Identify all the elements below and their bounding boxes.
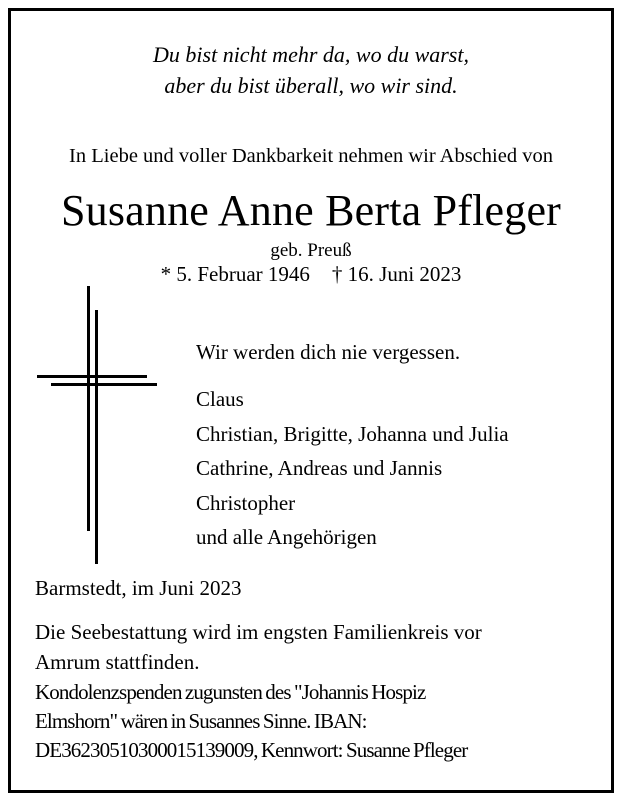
- quote-line-2: aber du bist überall, wo wir sind.: [164, 73, 458, 98]
- intro-text: In Liebe und voller Dankbarkeit nehmen wir Abschied von: [69, 145, 553, 167]
- deceased-name: Susanne Anne Berta Pfleger: [60, 186, 562, 235]
- life-dates: [0, 262, 622, 287]
- death-date: † 16. Juni 2023: [331, 262, 462, 286]
- quote-line-1: Du bist nicht mehr da, wo du warst,: [153, 42, 469, 67]
- mourner-line: Christopher: [196, 490, 296, 515]
- mourner-line: Christian, Brigitte, Johanna und Julia: [196, 421, 509, 446]
- birth-date: * 5. Februar 1946: [160, 262, 310, 286]
- mourner-line: und alle Angehörigen: [196, 525, 377, 549]
- donation-line: DE36230510300015139009, Kennwort: Susanne Pfleger: [35, 738, 468, 762]
- farewell-text: Wir werden dich nie vergessen.: [196, 340, 461, 364]
- burial-info: [35, 617, 482, 677]
- burial-line: Die Seebestattung wird im engsten Familienkreis vor: [35, 620, 482, 644]
- maiden-name: geb. Preuß: [270, 240, 352, 261]
- donation-line: Kondolenzspenden zugunsten des "Johannis Hospiz: [35, 680, 426, 704]
- donation-line: Elmshorn" wären in Susannes Sinne. IBAN:: [35, 709, 367, 733]
- donation-info: [35, 678, 467, 765]
- mourner-line: Claus: [196, 387, 244, 411]
- burial-line: Amrum stattfinden.: [35, 650, 200, 674]
- place-date: Barmstedt, im Juni 2023: [35, 576, 242, 600]
- mourner-line: Cathrine, Andreas und Jannis: [196, 456, 443, 480]
- mourners-list: [196, 382, 509, 555]
